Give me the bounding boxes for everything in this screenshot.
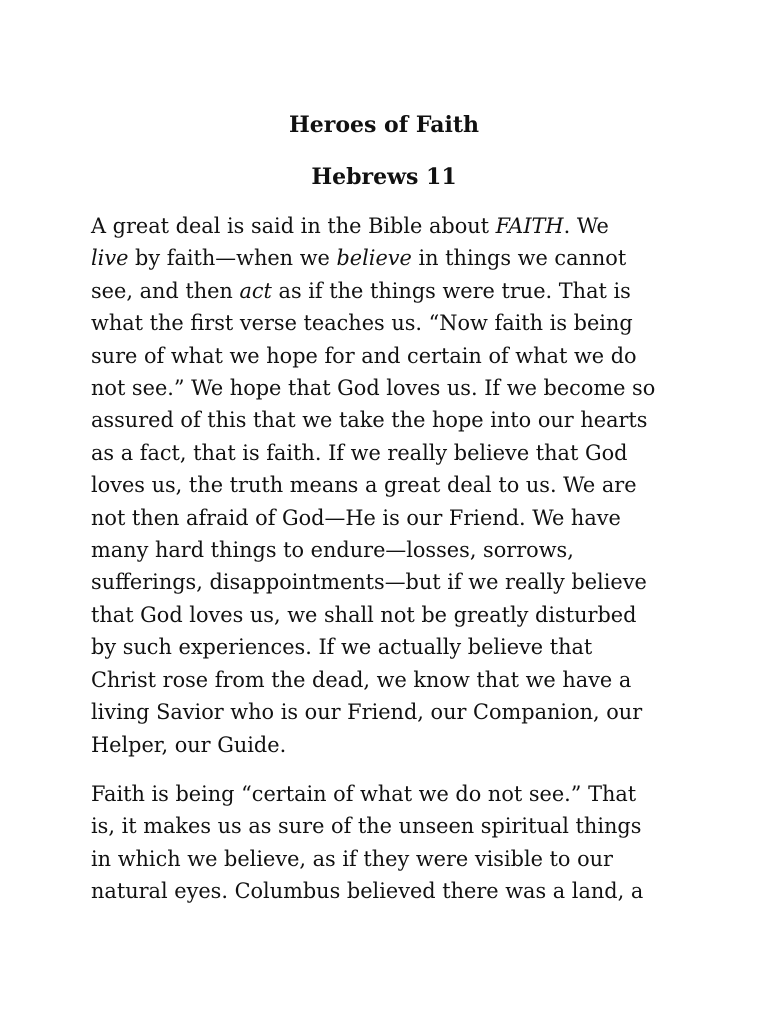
text-line xyxy=(91,566,676,598)
text-run: natural eyes. Columbus believed there was a land, a xyxy=(91,879,644,904)
text-line xyxy=(91,242,676,274)
text-line xyxy=(91,372,676,404)
text-line xyxy=(91,340,676,372)
text-line xyxy=(91,502,676,534)
text-line xyxy=(91,275,676,307)
text-line xyxy=(91,631,676,663)
text-run: by faith—when we xyxy=(128,246,337,271)
text-run: see, and then xyxy=(91,278,240,303)
text-line xyxy=(91,404,676,436)
text-run: is, it makes us as sure of the unseen spiritual things xyxy=(91,814,642,839)
text-run: that God loves us, we shall not be greatly disturbed xyxy=(91,602,637,627)
text-run: loves us, the truth means a great deal to us. We are xyxy=(91,473,637,498)
text-run: Helper, our Guide. xyxy=(91,732,287,757)
text-line xyxy=(91,843,676,875)
text-line xyxy=(91,810,676,842)
text-run: Faith is being “certain of what we do not see.” That xyxy=(91,782,637,806)
text-run: what the first verse teaches us. “Now faith is being xyxy=(91,311,633,336)
body-paragraph-2 xyxy=(91,778,681,908)
text-line xyxy=(91,534,676,566)
text-run: as if the things were true. That is xyxy=(271,278,631,303)
text-line xyxy=(91,664,676,696)
text-run: Christ rose from the dead, we know that we have a xyxy=(91,667,632,692)
page-title: Heroes of Faith xyxy=(288,112,480,138)
body-paragraph-1 xyxy=(91,210,681,761)
text-run: sufferings, disappointments—but if we really believe xyxy=(91,570,647,595)
emphasis-text: FAITH xyxy=(495,214,564,238)
text-run: many hard things to endure—losses, sorrows, xyxy=(91,538,574,563)
text-line xyxy=(91,469,676,501)
text-line xyxy=(91,307,676,339)
text-line xyxy=(91,599,676,631)
emphasis-text: believe xyxy=(336,246,412,271)
emphasis-text: live xyxy=(91,246,129,271)
text-run: assured of this that we take the hope into our hearts xyxy=(91,408,648,433)
text-line xyxy=(91,437,676,469)
text-run: . We xyxy=(563,214,609,238)
text-run: not see.” We hope that God loves us. If we become so xyxy=(91,376,656,401)
text-run: by such experiences. If we actually believe that xyxy=(91,635,593,660)
text-line xyxy=(91,696,676,728)
text-run: sure of what we hope for and certain of what we do xyxy=(91,343,637,368)
page-subtitle: Hebrews 11 xyxy=(311,164,457,190)
text-run: in things we cannot xyxy=(411,246,627,271)
emphasis-text: act xyxy=(239,278,272,303)
text-line xyxy=(91,729,676,761)
text-line xyxy=(91,875,676,907)
text-line xyxy=(91,210,676,242)
text-run: as a fact, that is faith. If we really believe that God xyxy=(91,440,628,465)
text-run: living Savior who is our Friend, our Companion, our xyxy=(91,700,643,725)
text-run: A great deal is said in the Bible about xyxy=(91,214,496,238)
text-line xyxy=(91,778,676,810)
text-run: not then afraid of God—He is our Friend. We have xyxy=(91,505,621,530)
text-run: in which we believe, as if they were visible to our xyxy=(91,846,613,871)
